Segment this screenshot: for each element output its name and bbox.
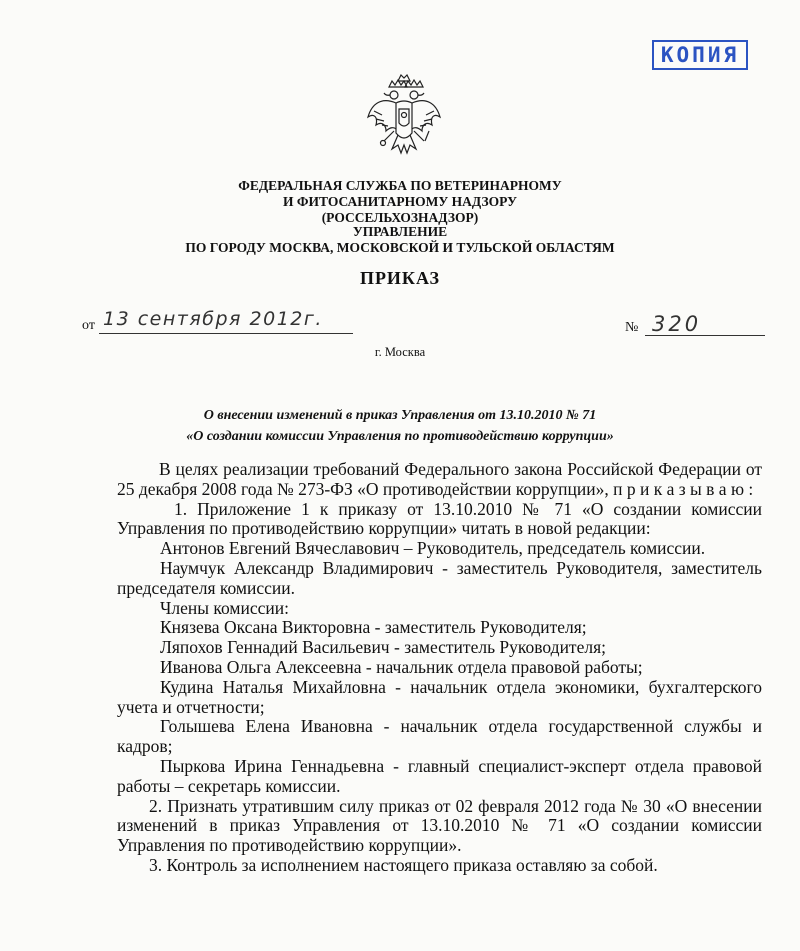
department-header [0,224,800,256]
date-underline [99,333,353,334]
member-line: Князева Оксана Викторовна - заместитель Руководителя; [160,617,587,638]
org-line-3: (РОССЕЛЬХОЗНАДЗОР) [321,210,479,225]
city: г. Москва [374,345,426,359]
russian-coat-of-arms-icon [364,73,444,165]
subject-line-2: «О создании комиссии Управления по противодействию коррупции» [186,429,614,444]
preamble-paragraph: В целях реализации требований Федерального закона Российской Федерации от 25 декабря 2008 года № 273-ФЗ «О противодействии коррупции», п р и к а з ы в а ю : [117,459,762,499]
members-heading: Члены комиссии: [160,597,289,618]
chairman-line: Антонов Евгений Вячеславович – Руководитель, председатель комиссии. [160,538,706,559]
clause-3-paragraph: 3. Контроль за исполнением настоящего приказа оставляю за собой. [149,854,658,875]
copy-stamp: КОПИЯ [652,40,748,70]
date-prefix: от [82,318,95,333]
organization-header [0,178,800,226]
member-line: Ляпохов Геннадий Васильевич - заместитель Руководителя; [160,637,606,658]
clause-2-paragraph: 2. Признать утратившим силу приказ от 02 февраля 2012 года № 30 «О внесении изменений в приказ Управления от 13.10.2010 № 71 «О создании комиссии Управления по противодействию коррупции». [117,795,762,856]
org-line-2: И ФИТОСАНИТАРНОМУ НАДЗОРУ [283,194,517,209]
vice-chairman-line: Наумчук Александр Владимирович - заместитель Руководителя, заместитель председателя комиссии. [117,557,762,598]
document-title: ПРИКАЗ [359,268,441,288]
secretary-line: Пыркова Ирина Геннадьевна - главный специалист-эксперт отдела правовой работы – секретарь комиссии. [117,755,762,796]
handwritten-date: 13 сентября 2012г. [103,308,323,330]
order-subject [0,405,800,447]
org-line-5: ПО ГОРОДУ МОСКВА, МОСКОВСКОЙ И ТУЛЬСКОЙ ОБЛАСТЯМ [185,240,615,255]
member-line: Кудина Наталья Михайловна - начальник отдела экономики, бухгалтерского учета и отчетности; [117,676,762,717]
number-label: № [625,320,639,335]
subject-line-1: О внесении изменений в приказ Управления от 13.10.2010 № 71 [203,408,597,423]
clause-1-paragraph: 1. Приложение 1 к приказу от 13.10.2010 № 71 «О создании комиссии Управления по противодействию коррупции» читать в новой редакции: [117,498,762,539]
org-line-1: ФЕДЕРАЛЬНАЯ СЛУЖБА ПО ВЕТЕРИНАРНОМУ [238,178,562,193]
org-line-4: УПРАВЛЕНИЕ [352,224,448,239]
member-line: Иванова Ольга Алексеевна - начальник отдела правовой работы; [160,656,643,677]
order-body [117,460,762,876]
member-line: Голышева Елена Ивановна - начальник отдела государственной службы и кадров; [117,716,762,757]
handwritten-number: 320 [652,312,702,336]
